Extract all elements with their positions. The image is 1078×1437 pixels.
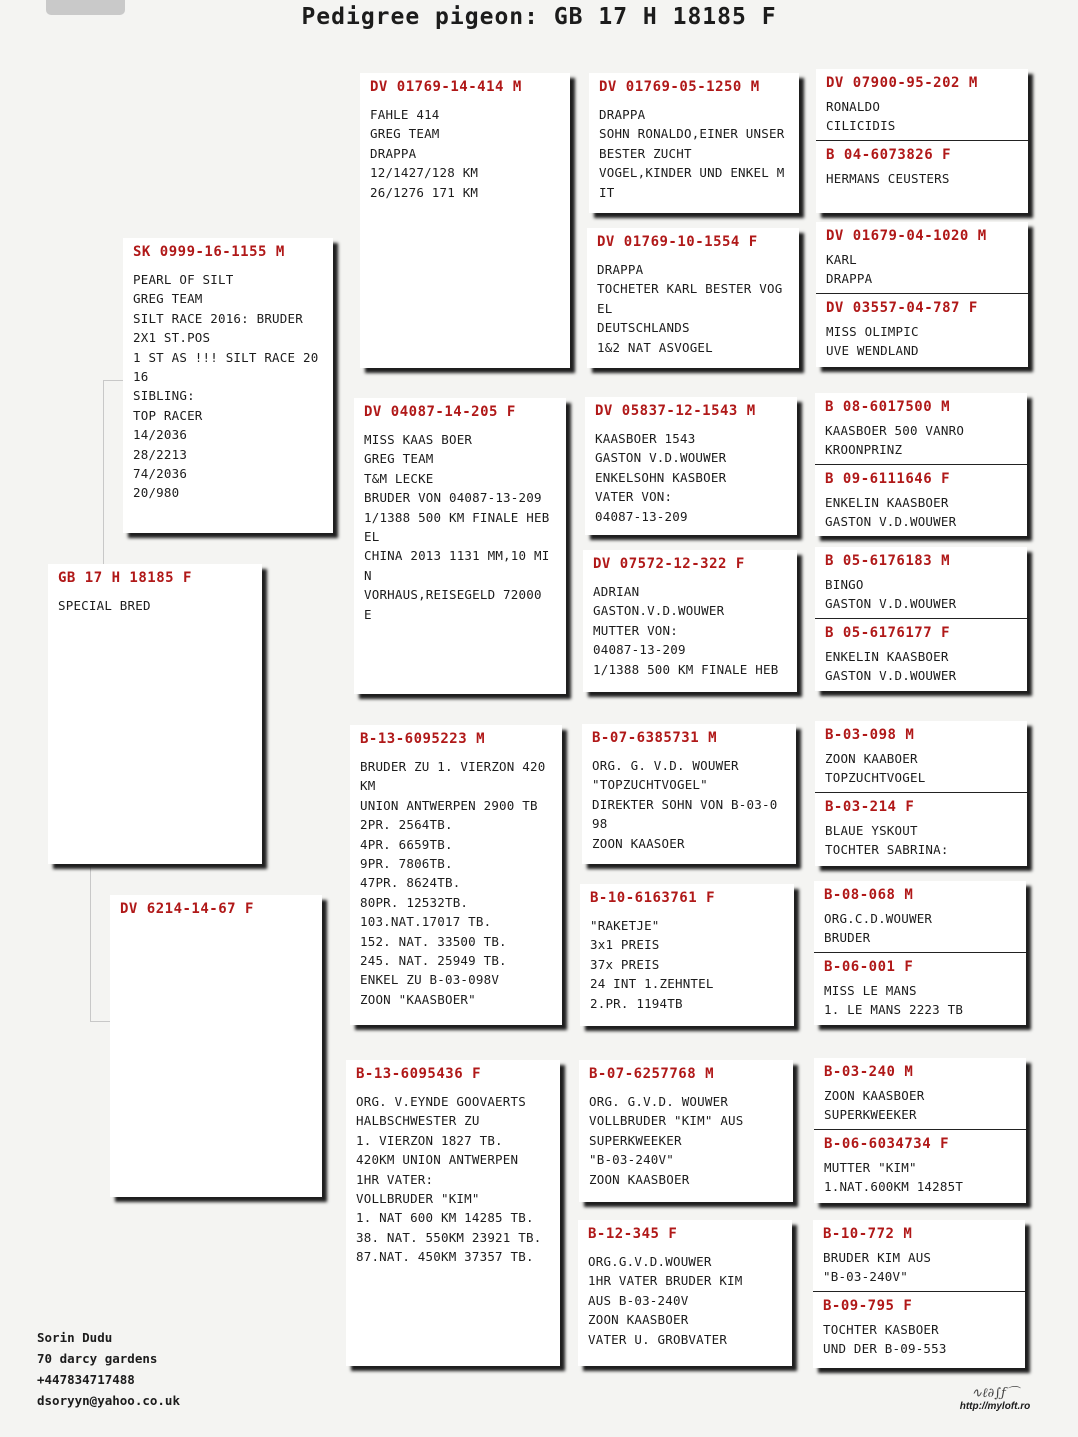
gen2-lines <box>360 757 554 1009</box>
pedigree-text-line: DRAPPA <box>597 262 644 277</box>
pedigree-text-line: ORG.G.V.D.WOUWER <box>588 1254 712 1269</box>
pedigree-text-line: 37x PREIS <box>590 956 660 972</box>
owner-contact <box>37 1327 180 1411</box>
pedigree-text-line: EL <box>364 529 380 545</box>
pedigree-text-line: ENKEL ZU B-03-098V <box>360 972 500 988</box>
pedigree-text-line: ZOON KAABOER <box>825 751 918 766</box>
gen3-lines <box>597 260 791 357</box>
gen4-ring: B-06-001 F <box>824 958 914 975</box>
pedigree-text-line: SOHN RONALDO,EINER UNSER <box>599 126 785 142</box>
subject-ring: GB 17 H 18185 F <box>58 570 192 586</box>
pedigree-text-line: 2PR. 2564TB. <box>360 817 453 833</box>
gen4-ring: B 05-6176177 F <box>825 624 951 641</box>
pedigree-text-line: SUPERKWEEKER <box>824 1107 917 1123</box>
sire-card[interactable] <box>123 238 333 533</box>
pedigree-text-line: FAHLE 414 <box>370 107 440 122</box>
gen4-card-6[interactable] <box>814 881 1026 1025</box>
pedigree-text-line: 1&2 NAT ASVOGEL <box>597 339 713 355</box>
gen4-ring: B-09-795 F <box>823 1297 913 1314</box>
pedigree-text-line: 1. NAT 600 KM 14285 TB. <box>356 1210 534 1226</box>
pedigree-text-line: ORG.C.D.WOUWER <box>824 911 933 926</box>
myloft-logo[interactable] <box>950 1382 1040 1412</box>
pedigree-text-line: KROONPRINZ <box>825 442 903 458</box>
pedigree-text-line: DRAPPA <box>370 145 417 161</box>
pedigree-text-line: DIREKTER SOHN VON B-03-0 <box>592 796 778 812</box>
pedigree-text-line: 1/1388 500 KM FINALE HEB <box>364 509 550 525</box>
gen2-ring: B-13-6095436 F <box>356 1066 482 1082</box>
gen2-ring: DV 04087-14-205 F <box>364 404 516 420</box>
pedigree-text-line: 103.NAT.17017 TB. <box>360 914 492 930</box>
pedigree-text-line: EL <box>597 300 613 316</box>
pedigree-text-line: VATER U. GROBVATER <box>588 1331 728 1347</box>
pedigree-text-line: MISS OLIMPIC <box>826 323 919 339</box>
pedigree-text-line: 24 INT 1.ZEHNTEL <box>590 976 714 992</box>
gen4-ring: DV 03557-04-787 F <box>826 299 978 316</box>
pedigree-text-line: TOPZUCHTVOGEL <box>825 770 926 786</box>
pedigree-text-line: "B-03-240V" <box>823 1269 908 1285</box>
pedigree-text-line: VORHAUS,REISEGELD 72000 <box>364 587 542 603</box>
gen4-lines <box>825 421 1019 460</box>
connector-dam <box>90 865 111 1022</box>
pedigree-text-line: GREG TEAM <box>133 291 203 307</box>
gen4-ring: B-03-240 M <box>824 1064 914 1080</box>
pedigree-text-line: ENKELIN KAASBOER <box>825 494 949 510</box>
pedigree-text-line: ZOON "KAASBOER" <box>360 991 476 1007</box>
pedigree-text-line: DEUTSCHLANDS <box>597 320 690 336</box>
pedigree-text-line: GASTON V.D.WOUWER <box>595 450 727 466</box>
pedigree-text-line: 152. NAT. 33500 TB. <box>360 933 507 949</box>
pedigree-text-line: GASTON V.D.WOUWER <box>825 668 957 684</box>
pedigree-text-line: 38. NAT. 550KM 23921 TB. <box>356 1229 542 1245</box>
pedigree-text-line: 80PR. 12532TB. <box>360 894 469 910</box>
gen4-card-8[interactable] <box>813 1220 1025 1368</box>
pedigree-text-line: BRUDER KIM AUS <box>823 1250 932 1265</box>
sire-lines <box>133 270 325 503</box>
grandsire-paternal-card[interactable] <box>360 73 570 368</box>
pedigree-text-line: TOP RACER <box>133 407 203 423</box>
pedigree-text-line: T&M LECKE <box>364 470 434 486</box>
pedigree-text-line: UNION ANTWERPEN 2900 TB <box>360 797 538 813</box>
gen4-lines <box>825 647 1019 686</box>
pedigree-text-line: 28/2213 <box>133 446 188 462</box>
gen4-card-7[interactable] <box>814 1058 1026 1203</box>
pedigree-text-line: 1. VIERZON 1827 TB. <box>356 1132 503 1148</box>
pedigree-text-line: KAASBOER 1543 <box>595 431 696 446</box>
pedigree-text-line: ORG. G.V.D. WOUWER <box>589 1094 729 1109</box>
gen4-ring: B-06-6034734 F <box>824 1135 950 1152</box>
gen4-card-5[interactable] <box>815 721 1027 866</box>
gen3-card-6[interactable] <box>580 884 794 1026</box>
gen2-lines <box>356 1092 552 1267</box>
pedigree-text-line: DRAPPA <box>599 107 646 122</box>
pedigree-text-line: RONALDO <box>826 99 881 114</box>
pedigree-text-line: "RAKETJE" <box>590 918 660 933</box>
pedigree-text-line: MUTTER VON: <box>593 622 678 638</box>
gen4-lines <box>823 1320 1017 1359</box>
dam-card[interactable] <box>110 895 322 1197</box>
gen4-lines <box>826 169 1020 188</box>
pedigree-text-line: DRAPPA <box>826 271 873 287</box>
pedigree-text-line: ZOON KAASBOER <box>824 1088 925 1103</box>
gen3-ring: B-07-6257768 M <box>589 1066 715 1082</box>
owner-phone: +447834717488 <box>37 1372 135 1387</box>
pedigree-text-line: "TOPZUCHTVOGEL" <box>592 777 708 793</box>
connector-sire <box>103 380 124 567</box>
gen4-ring: B 05-6176183 M <box>825 553 951 569</box>
pedigree-text-line: HERMANS CEUSTERS <box>826 170 950 186</box>
gen3-ring: B-10-6163761 F <box>590 890 716 906</box>
pedigree-text-line: KAASBOER 500 VANRO <box>825 423 965 438</box>
pedigree-text-line: 4PR. 6659TB. <box>360 836 453 852</box>
pedigree-text-line: 12/1427/128 KM <box>370 165 479 181</box>
owner-address: 70 darcy gardens <box>37 1351 158 1366</box>
pedigree-text-line: 98 <box>592 816 608 832</box>
page-title: Pedigree pigeon: GB 17 H 18185 F <box>301 4 777 30</box>
pedigree-text-line: KARL <box>826 252 857 267</box>
gen4-ring: B 09-6111646 F <box>825 470 951 487</box>
gen3-lines <box>588 1252 784 1349</box>
pedigree-text-line: ZOON KAASBOER <box>589 1171 690 1187</box>
gen3-ring: DV 07572-12-322 F <box>593 556 745 572</box>
gen4-lines <box>824 909 1018 948</box>
pedigree-text-line: ZOON KAASBOER <box>588 1312 689 1328</box>
pedigree-text-line: KM <box>360 778 376 794</box>
pedigree-text-line: BRUDER <box>824 930 871 946</box>
gen4-lines <box>824 981 1018 1020</box>
dam-ring: DV 6214-14-67 F <box>120 901 254 917</box>
pedigree-text-line: BLAUE YSKOUT <box>825 822 918 838</box>
pedigree-text-line: ADRIAN <box>593 584 640 599</box>
pedigree-text-line: SUPERKWEEKER <box>589 1132 682 1148</box>
pedigree-text-line: MISS KAAS BOER <box>364 432 473 447</box>
pedigree-text-line: ZOON KAASOER <box>592 835 685 851</box>
granddam-paternal-card[interactable] <box>354 398 566 694</box>
pedigree-text-line: 74/2036 <box>133 466 188 482</box>
pedigree-text-line: TOCHETER KARL BESTER VOG <box>597 281 783 297</box>
pedigree-text-line: 3x1 PREIS <box>590 937 660 953</box>
pedigree-text-line: ENKELIN KAASBOER <box>825 648 949 664</box>
pedigree-text-line: 20/980 <box>133 485 180 501</box>
gen2-ring: DV 01769-14-414 M <box>370 79 522 95</box>
pedigree-text-line: 1.NAT.600KM 14285T <box>824 1179 964 1195</box>
gen3-lines <box>592 756 788 853</box>
pedigree-text-line: ENKELSOHN KASBOER <box>595 469 727 485</box>
gen4-card-3[interactable] <box>815 393 1027 536</box>
pedigree-text-line: 1 ST AS !!! SILT RACE 20 <box>133 349 319 365</box>
pedigree-text-line: E <box>364 606 372 622</box>
pedigree-text-line: PEARL OF SILT <box>133 272 234 287</box>
gen4-lines <box>826 322 1020 361</box>
pedigree-text-line: 87.NAT. 450KM 37357 TB. <box>356 1249 534 1265</box>
gen3-lines <box>595 429 789 526</box>
pedigree-text-line: CHINA 2013 1131 MM,10 MI <box>364 548 550 564</box>
pedigree-text-line: BRUDER VON 04087-13-209 <box>364 490 542 506</box>
pedigree-text-line: SIBLING: <box>133 388 195 404</box>
owner-email[interactable]: dsoryyn@yahoo.co.uk <box>37 1393 180 1408</box>
sire-ring: SK 0999-16-1155 M <box>133 244 285 260</box>
gen4-lines <box>826 250 1020 289</box>
gen3-ring: DV 01769-05-1250 M <box>599 79 760 95</box>
gen4-card-1[interactable] <box>816 69 1028 213</box>
gen3-lines <box>589 1092 785 1189</box>
pedigree-text-line: 420KM UNION ANTWERPEN <box>356 1152 519 1168</box>
grandsire-maternal-card[interactable] <box>350 725 562 1025</box>
pedigree-text-line: BINGO <box>825 577 864 592</box>
gen4-ring: DV 01679-04-1020 M <box>826 228 987 244</box>
granddam-maternal-card[interactable] <box>346 1060 560 1366</box>
pedigree-text-line: VATER VON: <box>595 489 673 505</box>
gen3-card-4[interactable] <box>583 550 797 692</box>
logo-url: http://myloft.ro <box>959 1401 1031 1412</box>
pedigree-text-line: 9PR. 7806TB. <box>360 856 453 872</box>
pedigree-text-line: 04087-13-209 <box>595 508 688 524</box>
pedigree-text-line: GREG TEAM <box>370 126 440 142</box>
gen3-ring: B-07-6385731 M <box>592 730 718 746</box>
gen3-card-5[interactable] <box>582 724 796 864</box>
pedigree-text-line: ORG. V.EYNDE GOOVAERTS <box>356 1094 526 1109</box>
pedigree-text-line: ORG. G. V.D. WOUWER <box>592 758 739 773</box>
pedigree-text-line: UND DER B-09-553 <box>823 1341 947 1357</box>
pedigree-text-line: 47PR. 8624TB. <box>360 875 461 891</box>
pedigree-text-line: 1/1388 500 KM FINALE HEB <box>593 661 779 677</box>
pedigree-text-line: AUS B-03-240V <box>588 1292 689 1308</box>
owner-name: Sorin Dudu <box>37 1330 113 1345</box>
pedigree-text-line: 04087-13-209 <box>593 642 686 658</box>
gen4-lines <box>826 97 1020 136</box>
pedigree-text-line: 14/2036 <box>133 427 188 443</box>
gen3-lines <box>590 916 786 1013</box>
gen4-lines <box>823 1248 1017 1287</box>
pedigree-text-line: "B-03-240V" <box>589 1152 674 1168</box>
gen4-lines <box>824 1158 1018 1197</box>
gen4-ring: B-03-098 M <box>825 727 915 743</box>
pedigree-text-line: MUTTER "KIM" <box>824 1159 917 1175</box>
logo-signature-icon: ∿ℓ∂∫ƒ⌒ <box>971 1386 1019 1401</box>
pedigree-text-line: 16 <box>133 369 149 385</box>
gen2-lines <box>370 105 562 202</box>
pedigree-text-line: GREG TEAM <box>364 451 434 467</box>
gen4-card-2[interactable] <box>816 222 1028 367</box>
subject-lines <box>58 596 254 615</box>
gen4-lines <box>825 821 1019 860</box>
pedigree-text-line: VOGEL,KINDER UND ENKEL M <box>599 165 785 181</box>
gen3-ring: DV 01769-10-1554 F <box>597 234 758 250</box>
gen4-ring: B 08-6017500 M <box>825 399 951 415</box>
pedigree-text-line: VOLLBRUDER "KIM" AUS <box>589 1113 744 1129</box>
gen3-lines <box>599 105 791 202</box>
pedigree-text-line: BRUDER ZU 1. VIERZON 420 <box>360 759 546 774</box>
pedigree-text-line: 1. LE MANS 2223 TB <box>824 1002 964 1018</box>
gen4-ring: DV 07900-95-202 M <box>826 75 978 91</box>
gen3-ring: B-12-345 F <box>588 1226 678 1242</box>
pedigree-text-line: TOCHTER SABRINA: <box>825 842 949 858</box>
pedigree-text-line: MISS LE MANS <box>824 982 917 998</box>
gen4-lines <box>825 749 1019 788</box>
pedigree-text-line: IT <box>599 184 615 200</box>
pedigree-text-line: UVE WENDLAND <box>826 343 919 359</box>
pedigree-text-line: SPECIAL BRED <box>58 598 151 613</box>
gen3-card-1[interactable] <box>589 73 799 213</box>
pedigree-text-line: 2.PR. 1194TB <box>590 995 683 1011</box>
gen3-card-8[interactable] <box>578 1220 792 1366</box>
pedigree-text-line: GASTON V.D.WOUWER <box>825 596 957 612</box>
pedigree-text-line: 26/1276 171 KM <box>370 184 479 200</box>
pedigree-text-line: 245. NAT. 25949 TB. <box>360 953 507 969</box>
gen3-card-3[interactable] <box>585 397 797 535</box>
gen4-card-4[interactable] <box>815 547 1027 691</box>
gen4-lines <box>825 575 1019 614</box>
pedigree-text-line: 1HR VATER: <box>356 1171 434 1187</box>
pedigree-text-line: HALBSCHWESTER ZU <box>356 1113 480 1129</box>
gen4-ring: B-08-068 M <box>824 887 914 903</box>
gen2-ring: B-13-6095223 M <box>360 731 486 747</box>
pedigree-text-line: BESTER ZUCHT <box>599 145 692 161</box>
pedigree-text-line: TOCHTER KASBOER <box>823 1321 939 1337</box>
gen3-ring: DV 05837-12-1543 M <box>595 403 756 419</box>
gen4-ring: B-03-214 F <box>825 798 915 815</box>
pedigree-text-line: N <box>364 567 372 583</box>
gen4-ring: B-10-772 M <box>823 1226 913 1242</box>
gen2-lines <box>364 430 558 624</box>
gen4-lines <box>825 493 1019 532</box>
subject-card[interactable] <box>48 564 262 864</box>
pedigree-text-line: VOLLBRUDER "KIM" <box>356 1191 480 1207</box>
gen3-card-7[interactable] <box>579 1060 793 1202</box>
pedigree-text-line: SILT RACE 2016: BRUDER <box>133 310 303 326</box>
gen3-card-2[interactable] <box>587 228 799 368</box>
gen3-lines <box>593 582 789 679</box>
pedigree-text-line: 2X1 ST.POS <box>133 330 211 346</box>
pedigree-text-line: 1HR VATER BRUDER KIM <box>588 1273 743 1289</box>
pedigree-text-line: CILICIDIS <box>826 118 896 134</box>
pedigree-text-line: GASTON V.D.WOUWER <box>825 514 957 530</box>
gen4-ring: B 04-6073826 F <box>826 146 952 163</box>
pedigree-text-line: GASTON.V.D.WOUWER <box>593 603 725 619</box>
gen4-lines <box>824 1086 1018 1125</box>
